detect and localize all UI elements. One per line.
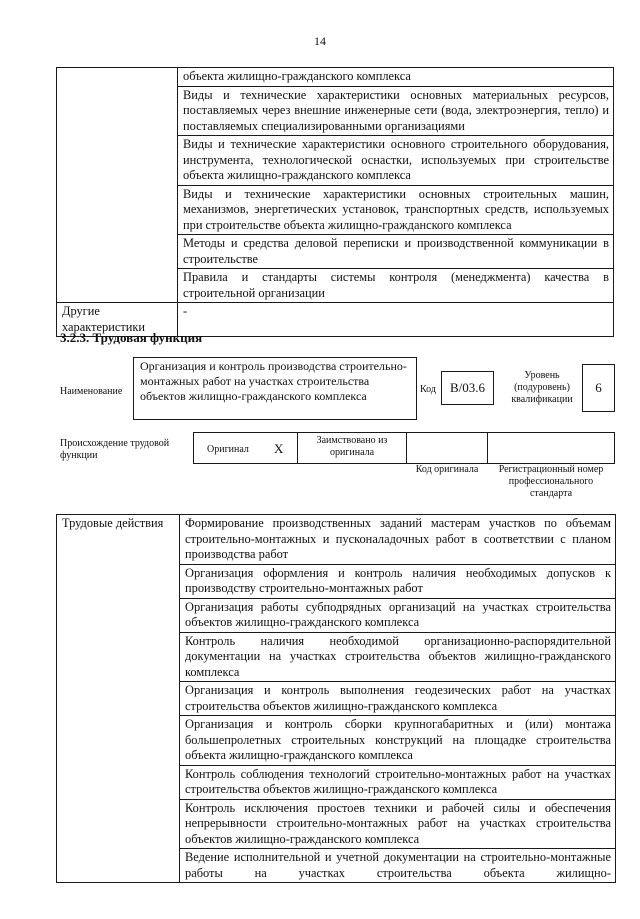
table-cell: Контроль соблюдения технологий строительно-монтажных работ на участках строительства объектов жилищно-гражданского комплекса bbox=[180, 765, 616, 799]
knowledge-table bbox=[56, 67, 614, 337]
borrowed-label: Заимствовано из оригинала bbox=[316, 435, 388, 458]
table-cell: Организация и контроль выполнения геодезических работ на участках строительства объектов жилищно-гражданского комплекса bbox=[180, 682, 616, 716]
table-cell: Организация работы субподрядных организаций на участках строительства объектов жилищно-гражданского комплекса bbox=[180, 598, 616, 632]
original-label: Оригинал bbox=[207, 444, 249, 455]
code-original-label: Код оригинала bbox=[415, 464, 479, 475]
table-cell: объекта жилищно-гражданского комплекса bbox=[178, 68, 614, 87]
table-cell: Организация оформления и контроль наличия необходимых допусков к производству строительно-монтажных работ bbox=[180, 564, 616, 598]
table-row bbox=[57, 515, 616, 565]
name-label: Наименование bbox=[60, 386, 123, 397]
code-original-box bbox=[406, 432, 488, 464]
table-cell: Правила и стандарты системы контроля (менеджмента) качества в строительной организации bbox=[178, 269, 614, 303]
table-cell: Ведение исполнительной и учетной документации на строительно-монтажные работы на участках строительства объекта жилищно- bbox=[180, 849, 616, 883]
reg-number-box bbox=[487, 432, 615, 464]
table-cell-empty bbox=[57, 68, 178, 303]
table-cell: Виды и технические характеристики основного строительного оборудования, инструмента, технологической оснастки, используемых при строительстве объекта жилищно-гражданского комплекса bbox=[178, 136, 614, 186]
table-cell: Организация и контроль сборки крупногабаритных и (или) монтажа большепролетных строительных конструкций на площадке строительства объекта жилищно-гражданского комплекса bbox=[180, 716, 616, 766]
origin-label: Происхождение трудовой функции bbox=[60, 438, 170, 461]
table-cell: Формирование производственных заданий мастерам участков по объемам строительно-монтажных и пусконаладочных работ в соответствии с планом производства работ bbox=[180, 515, 616, 565]
other-characteristics-value: - bbox=[178, 303, 614, 337]
table-cell: Виды и технические характеристики основных строительных машин, механизмов, энергетических установок, транспортных средств, используемых при строительстве объекта жилищно-гражданского комплекса bbox=[178, 185, 614, 235]
code-value: B/03.6 bbox=[449, 380, 486, 395]
table-cell: Контроль наличия необходимой организационно-распорядительной документации на участках строительства объектов жилищно-гражданского комплекса bbox=[180, 632, 616, 682]
code-label: Код bbox=[420, 384, 436, 395]
reg-number-label: Регистрационный номер профессионального стандарта bbox=[498, 464, 604, 499]
page-number: 14 bbox=[314, 34, 326, 48]
labor-actions-table bbox=[56, 514, 616, 883]
table-cell: Контроль исключения простоев техники и рабочей силы и обеспечения непрерывности строительно-монтажных работ на участках строительства объектов жилищно-гражданского комплекса bbox=[180, 799, 616, 849]
labor-actions-label: Трудовые действия bbox=[57, 515, 180, 883]
table-cell: Методы и средства деловой переписки и производственной коммуникации в строительстве bbox=[178, 235, 614, 269]
table-cell: Виды и технические характеристики основных материальных ресурсов, поставляемых через внешние инженерные сети (вода, электроэнергия, тепло) и поставляемых специализированными организациями bbox=[178, 86, 614, 136]
name-value: Организация и контроль производства строительно-монтажных работ на участках строительства объектов жилищно-гражданского комплекса bbox=[140, 359, 407, 403]
other-characteristics-label: Другие характеристики bbox=[57, 303, 178, 337]
original-mark: X bbox=[274, 441, 284, 456]
level-value: 6 bbox=[595, 380, 602, 395]
section-heading: 3.2.3. Трудовая функция bbox=[60, 330, 203, 345]
table-row bbox=[57, 68, 614, 87]
level-label: Уровень (подуровень) квалификации bbox=[511, 370, 573, 405]
